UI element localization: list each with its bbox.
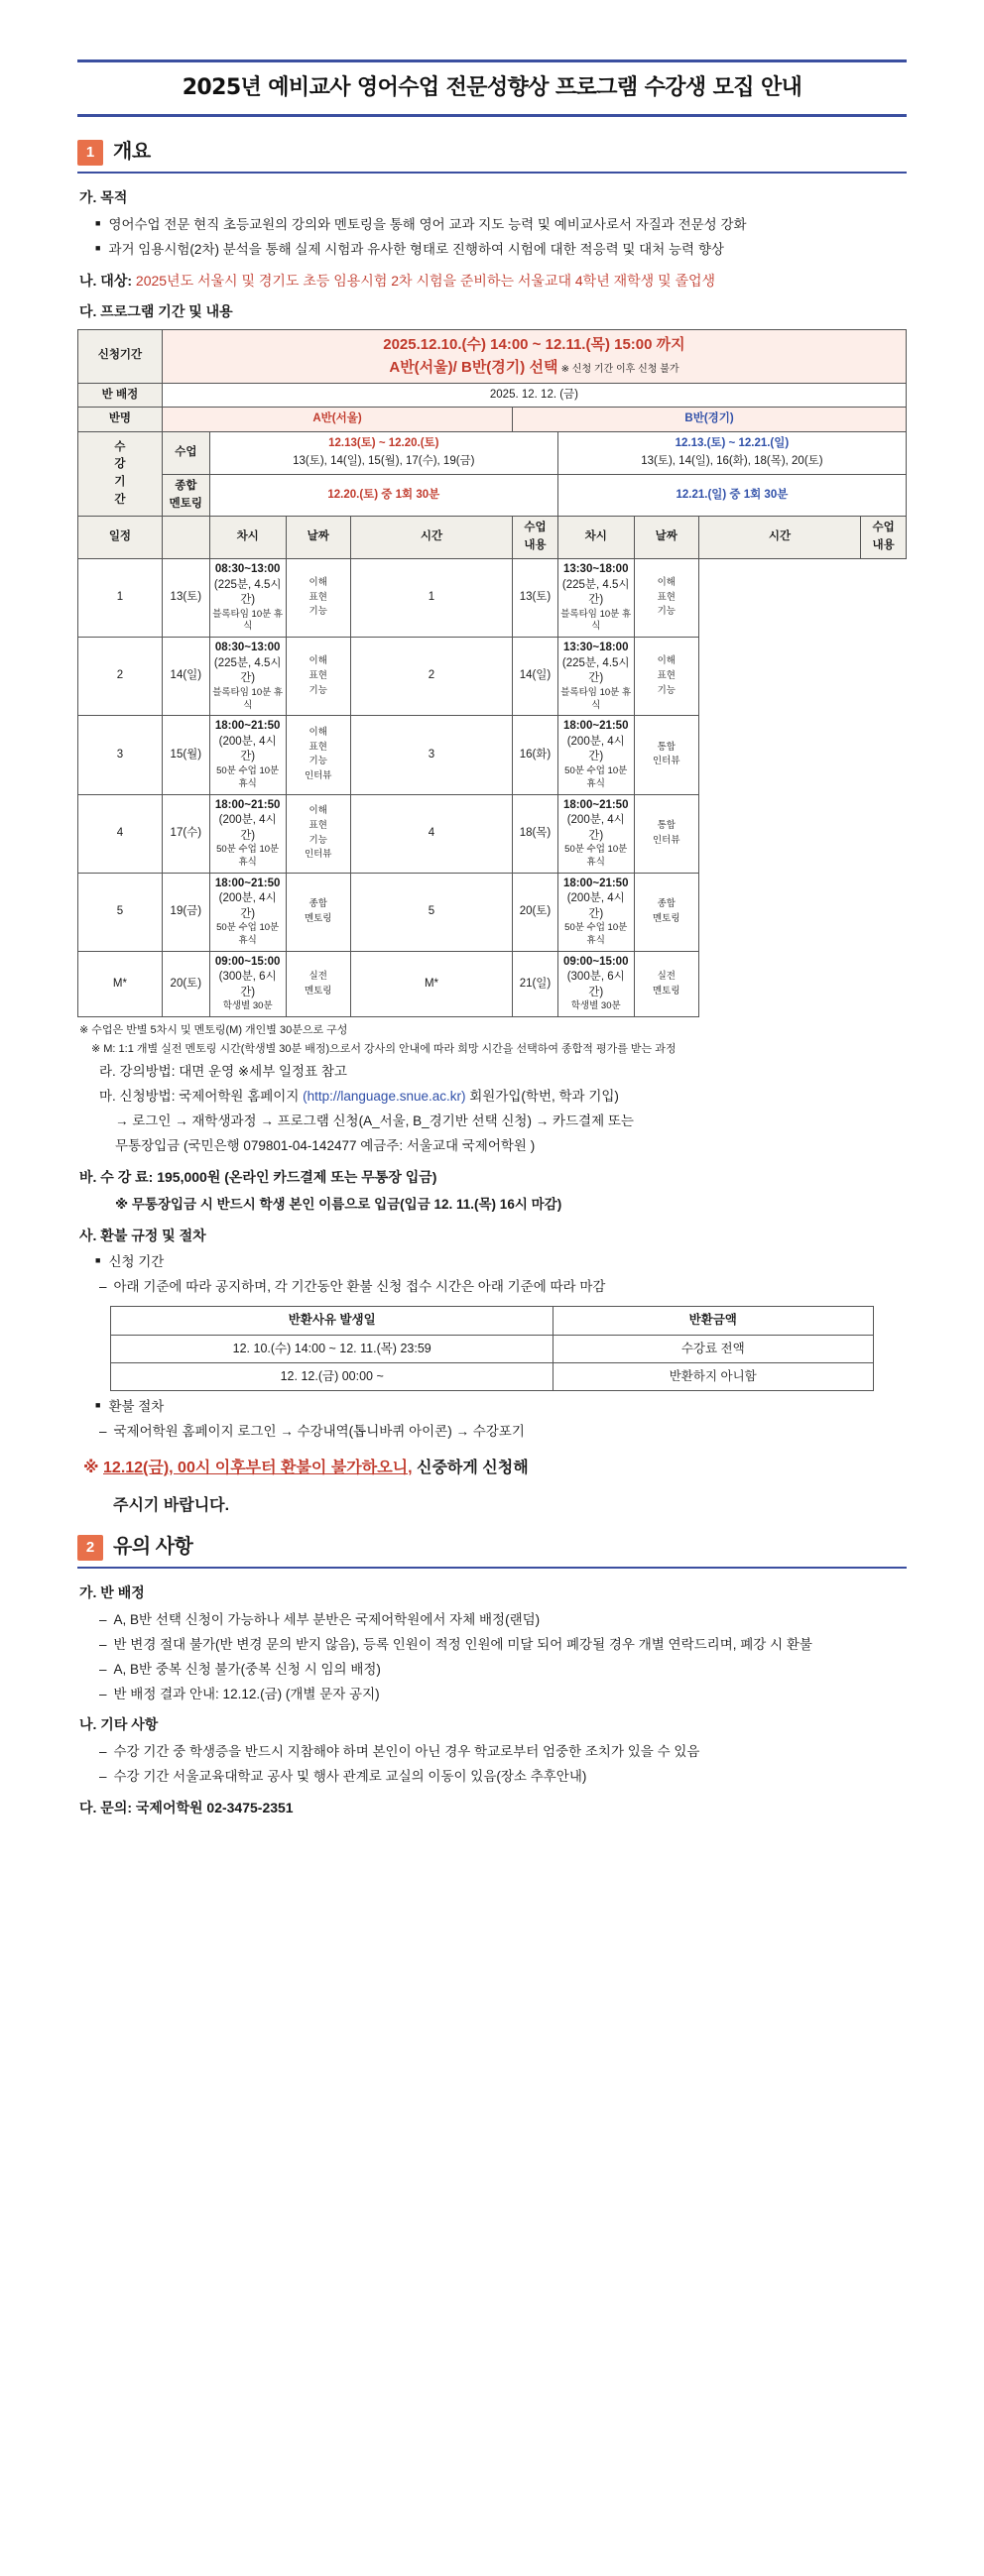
session-content-a: 이해 표현 기능 인터뷰 [286, 794, 350, 873]
session-date-a: 19(금) [162, 873, 209, 951]
table-row [111, 1335, 873, 1362]
class-a-name: A반(서울) [162, 408, 512, 432]
refund-dash-2 [99, 1422, 907, 1443]
session-content-b: 통합 인터뷰 [634, 716, 698, 794]
session-no-a: 1 [78, 559, 163, 638]
homepage-link[interactable]: (http://language.snue.ac.kr) [303, 1089, 466, 1105]
session-date-a: 14(일) [162, 638, 209, 716]
col-header-content-a: 수업 내용 [513, 517, 558, 559]
session-date-a: 13(토) [162, 559, 209, 638]
etc-item-text: 수강 기간 서울교육대학교 공사 및 행사 관계로 교실의 이동이 있음(장소 추후안내) [113, 1769, 587, 1785]
session-content-a: 이해 표현 기능 인터뷰 [286, 716, 350, 794]
apply-period-line2 [165, 356, 904, 379]
col-header-content-b: 수업 내용 [861, 517, 907, 559]
col-header-no-b: 차시 [557, 517, 634, 559]
notice-item-text: 반 배정 결과 안내: 12.12.(금) (개별 문자 공지) [113, 1686, 380, 1701]
warning-red-text: 12.12(금), 00시 이후부터 환불이 불가하오니, [103, 1460, 413, 1477]
target-text: 2025년도 서울시 및 경기도 초등 임용시험 2차 시험을 준비하는 서울교대 4학년 재학생 및 졸업생 [135, 272, 716, 289]
session-no-b: 3 [350, 716, 512, 794]
class-assign-value: 2025. 12. 12. (금) [162, 383, 906, 408]
session-date-b: 14(일) [513, 638, 558, 716]
dash-icon: – [99, 1424, 107, 1440]
section-2-header [77, 1532, 907, 1563]
etc-item-text: 수강 기간 중 학생증을 반드시 지참해야 하며 본인이 아닌 경우 학교로부터 엄중한 조치가 있을 수 있음 [113, 1744, 700, 1760]
session-time-b: 18:00~21:50 (200분, 4시간) 50분 수업 10분 휴식 [557, 873, 634, 951]
refund-reason-1: 12. 10.(수) 14:00 ~ 12. 11.(목) 23:59 [111, 1335, 554, 1362]
table-row [78, 638, 907, 716]
section-2-rule [77, 1567, 907, 1569]
etc-item [99, 1767, 907, 1788]
contact-label: 다. 문의: 국제어학원 02-3475-2351 [79, 1800, 294, 1816]
notice-item [99, 1635, 907, 1656]
refund-col-amount: 반환금액 [553, 1307, 873, 1335]
dash-icon: – [99, 1279, 107, 1295]
table-row [78, 408, 907, 432]
target-row [79, 271, 907, 293]
fee-label: 바. 수 강 료: [79, 1169, 154, 1185]
warning-mark-icon: ※ [83, 1460, 99, 1477]
class-b-name: B반(경기) [513, 408, 907, 432]
col-header-date-a: 날짜 [286, 517, 350, 559]
schedule-rows [78, 559, 907, 1017]
session-content-b: 통합 인터뷰 [634, 794, 698, 873]
col-header-time-a: 시간 [350, 517, 512, 559]
session-date-b: 20(토) [513, 873, 558, 951]
warning-line2-text: 주시기 바랍니다. [113, 1497, 230, 1515]
section-2-title: 유의 사항 [113, 1536, 193, 1559]
session-content-a: 이해 표현 기능 [286, 559, 350, 638]
session-time-a: 18:00~21:50 (200분, 4시간) 50분 수업 10분 휴식 [209, 873, 286, 951]
table-row [78, 330, 907, 384]
session-no-a: 2 [78, 638, 163, 716]
purpose-item [95, 240, 907, 261]
dash-icon: – [99, 1686, 107, 1701]
apply-method-line1 [99, 1087, 907, 1108]
fee-text: 195,000원 (온라인 카드결제 또는 무통장 입금) [157, 1169, 437, 1185]
schedule-table [77, 329, 907, 1017]
schedule-note-1: ※ 수업은 반별 5차시 및 멘토링(M) 개인별 30분으로 구성 [79, 1024, 348, 1037]
table-row [78, 716, 907, 794]
session-time-a: 08:30~13:00 (225분, 4.5시간) 블록타임 10분 휴식 [209, 638, 286, 716]
table-row [78, 432, 907, 475]
refund-col-reason: 반환사유 발생일 [111, 1307, 554, 1335]
program-label: 다. 프로그램 기간 및 내용 [79, 303, 233, 320]
section-1-title: 개요 [113, 141, 151, 164]
session-time-a: 08:30~13:00 (225분, 4.5시간) 블록타임 10분 휴식 [209, 559, 286, 638]
session-time-b: 09:00~15:00 (300분, 6시간) 학생별 30분 [557, 951, 634, 1016]
notice-item-text: A, B반 중복 신청 불가(중복 신청 시 임의 배정) [113, 1661, 381, 1677]
square-bullet-icon: ■ [95, 217, 101, 228]
session-date-a: 15(월) [162, 716, 209, 794]
class-assign-label: 반 배정 [78, 383, 163, 408]
apply-period-line2-main: A반(서울)/ B반(경기) 선택 [389, 359, 558, 377]
session-date-b: 21(일) [513, 951, 558, 1016]
session-date-a: 17(수) [162, 794, 209, 873]
refund-dash-2-text: 국제어학원 홈페이지 로그인 → 수강내역(톱니바퀴 아이콘) → 수강포기 [113, 1424, 525, 1440]
b-mentoring: 12.21.(일) 중 1회 30분 [557, 474, 906, 517]
col-header-date-b: 날짜 [634, 517, 698, 559]
lesson-label: 수업 [162, 432, 209, 475]
etc-item [99, 1742, 907, 1763]
session-no-b: 2 [350, 638, 512, 716]
table-row [78, 383, 907, 408]
notice-item [99, 1685, 907, 1705]
b-lesson-line2: 13(토), 14(일), 16(화), 18(목), 20(토) [641, 454, 823, 467]
method-line: 라. 강의방법: 대면 운영 ※세부 일정표 참고 [99, 1064, 347, 1080]
notice-item-text: 반 변경 절대 불가(반 변경 문의 받지 않음), 등록 인원이 적정 인원에 미달 되어 폐강될 경우 개별 연락드리며, 폐강 시 환불 [113, 1636, 812, 1652]
notice-item [99, 1610, 907, 1631]
session-no-a: M* [78, 951, 163, 1016]
refund-amount-2: 반환하지 아니함 [553, 1362, 873, 1390]
section-2-number: 2 [77, 1535, 103, 1561]
session-date-a: 20(토) [162, 951, 209, 1016]
refund-table [110, 1306, 873, 1391]
session-time-b: 18:00~21:50 (200분, 4시간) 50분 수업 10분 휴식 [557, 716, 634, 794]
purpose-item-text: 영어수업 전문 현직 초등교원의 강의와 멘토링을 통해 영어 교과 지도 능력 및 예비교사로서 자질과 전문성 강화 [108, 216, 747, 232]
dash-icon: – [99, 1636, 107, 1652]
apply-method-text2: 회원가입(학번, 학과 기입) [469, 1089, 619, 1105]
class-a-lesson-period [209, 432, 557, 475]
refund-amount-1: 수강료 전액 [553, 1335, 873, 1362]
session-content-a: 실전 멘토링 [286, 951, 350, 1016]
refund-label: 사. 환불 규정 및 절차 [79, 1227, 206, 1243]
period-label: 수 강 기 간 [78, 432, 163, 517]
session-content-a: 이해 표현 기능 [286, 638, 350, 716]
session-no-b: M* [350, 951, 512, 1016]
session-date-b: 18(목) [513, 794, 558, 873]
session-time-b: 18:00~21:50 (200분, 4시간) 50분 수업 10분 휴식 [557, 794, 634, 873]
apply-period-line1: 2025.12.10.(수) 14:00 ~ 12.11.(목) 15:00 까지 [383, 336, 685, 353]
notice-item-text: A, B반 선택 신청이 가능하나 세부 분반은 국제어학원에서 자체 배정(랜덤) [113, 1611, 541, 1627]
dash-icon: – [99, 1611, 107, 1627]
session-no-a: 3 [78, 716, 163, 794]
dash-icon: – [99, 1769, 107, 1785]
session-no-a: 4 [78, 794, 163, 873]
col-header-time-b: 시간 [698, 517, 860, 559]
notice-item [99, 1660, 907, 1681]
table-row [78, 559, 907, 638]
a-lesson-line1: 12.13(토) ~ 12.20.(토) [328, 437, 439, 450]
session-content-a: 종합 멘토링 [286, 873, 350, 951]
warning-black-text: 신중하게 신청해 [412, 1460, 529, 1477]
class-assign-section-label: 가. 반 배정 [79, 1584, 145, 1601]
apply-method-text1: 국제어학원 홈페이지 [179, 1089, 300, 1105]
schedule-note-2: ※ M: 1:1 개별 실전 멘토링 시간(학생별 30분 배정)으로서 강사의 안내에 따라 희망 시간을 선택하여 종합적 평가를 받는 과정 [91, 1043, 676, 1056]
square-bullet-icon: ■ [95, 1400, 101, 1411]
refund-bullet-2-text: 환불 절차 [108, 1399, 165, 1415]
refund-reason-2: 12. 12.(금) 00:00 ~ [111, 1362, 554, 1390]
plan-label: 일정 [78, 517, 163, 559]
session-no-b: 1 [350, 559, 512, 638]
apply-period-cell [162, 330, 906, 384]
session-date-b: 16(화) [513, 716, 558, 794]
session-time-a: 09:00~15:00 (300분, 6시간) 학생별 30분 [209, 951, 286, 1016]
refund-warning [83, 1457, 907, 1480]
session-time-b: 13:30~18:00 (225분, 4.5시간) 블록타임 10분 휴식 [557, 559, 634, 638]
target-label: 나. 대상: [79, 272, 133, 289]
table-row [111, 1362, 873, 1390]
a-mentoring: 12.20.(토) 중 1회 30분 [209, 474, 557, 517]
session-time-a: 18:00~21:50 (200분, 4시간) 50분 수업 10분 휴식 [209, 794, 286, 873]
session-no-b: 5 [350, 873, 512, 951]
session-time-a: 18:00~21:50 (200분, 4시간) 50분 수업 10분 휴식 [209, 716, 286, 794]
session-date-b: 13(토) [513, 559, 558, 638]
session-content-b: 이해 표현 기능 [634, 559, 698, 638]
square-bullet-icon: ■ [95, 242, 101, 253]
document-title-block [77, 59, 907, 117]
apply-method-line3: 무통장입금 (국민은행 079801-04-142477 예금주: 서울교대 국제어학원 ) [115, 1138, 536, 1154]
class-name-label: 반명 [78, 408, 163, 432]
apply-period-line2-sub: ※ 신청 기간 이후 신청 불가 [560, 364, 679, 376]
fee-row [79, 1167, 907, 1189]
table-row [78, 794, 907, 873]
session-time-b: 13:30~18:00 (225분, 4.5시간) 블록타임 10분 휴식 [557, 638, 634, 716]
section-1-rule [77, 172, 907, 174]
dash-icon: – [99, 1744, 107, 1760]
refund-bullet-1 [95, 1252, 907, 1273]
b-lesson-line1: 12.13.(토) ~ 12.21.(일) [675, 437, 790, 450]
session-no-b: 4 [350, 794, 512, 873]
table-header-row [111, 1307, 873, 1335]
dash-icon: – [99, 1661, 107, 1677]
section-1-number: 1 [77, 140, 103, 166]
a-lesson-line2: 13(토), 14(일), 15(월), 17(수), 19(금) [293, 454, 475, 467]
purpose-label: 가. 목적 [79, 189, 128, 206]
session-content-b: 종합 멘토링 [634, 873, 698, 951]
section-1-header [77, 137, 907, 168]
square-bullet-icon: ■ [95, 1255, 101, 1266]
page-title: 2025년 예비교사 영어수업 전문성향상 프로그램 수강생 모집 안내 [182, 75, 802, 100]
col-header-no-a: 차시 [209, 517, 286, 559]
refund-warning-line2 [113, 1494, 907, 1518]
refund-bullet-1-text: 신청 기간 [108, 1254, 165, 1270]
fee-note: ※ 무통장입금 시 반드시 학생 본인 이름으로 입금(입금 12. 11.(목) 16시 마감) [115, 1196, 562, 1212]
table-row [78, 951, 907, 1016]
apply-method-line2: → 로그인 → 재학생과정 → 프로그램 신청(A_서울, B_경기반 선택 신청) → 카드결제 또는 [115, 1113, 634, 1129]
refund-bullet-2 [95, 1397, 907, 1418]
purpose-item [95, 215, 907, 236]
etc-section-label: 나. 기타 사항 [79, 1716, 159, 1733]
table-row [78, 517, 907, 559]
refund-dash-1 [99, 1277, 907, 1298]
apply-period-label: 신청기간 [78, 330, 163, 384]
purpose-item-text: 과거 임용시험(2차) 분석을 통해 실제 시험과 유사한 형태로 진행하여 시험에 대한 적응력 및 대처 능력 향상 [108, 241, 724, 257]
mentoring-label: 종합 멘토링 [162, 474, 209, 517]
refund-dash-1-text: 아래 기준에 따라 공지하며, 각 기간동안 환불 신청 접수 시간은 아래 기준에 따라 마감 [113, 1279, 606, 1295]
table-row [78, 873, 907, 951]
table-row [78, 474, 907, 517]
session-content-b: 이해 표현 기능 [634, 638, 698, 716]
class-b-lesson-period [557, 432, 906, 475]
session-no-a: 5 [78, 873, 163, 951]
session-content-b: 실전 멘토링 [634, 951, 698, 1016]
apply-method-label: 마. 신청방법: [99, 1089, 176, 1105]
